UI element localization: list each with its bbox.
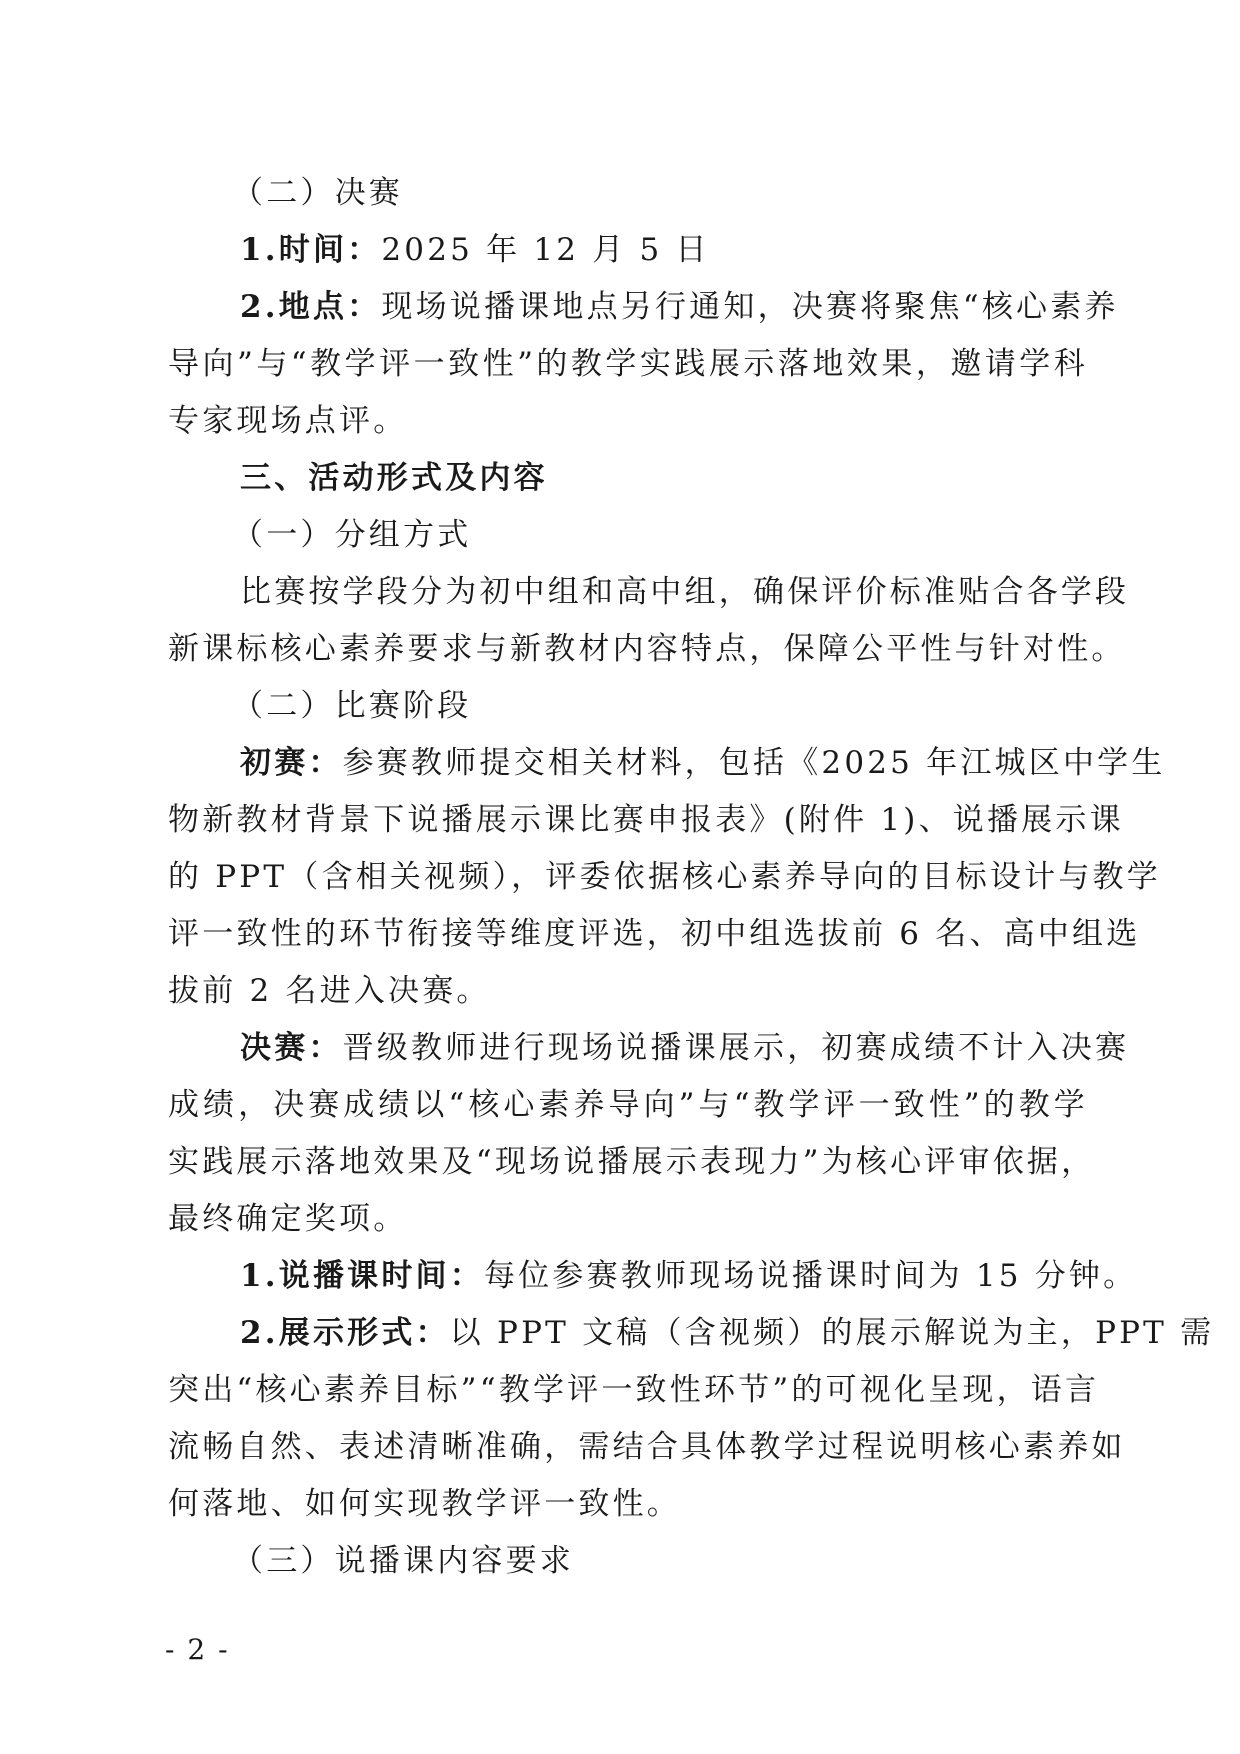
- prelim-text-1: 参赛教师提交相关材料，包括《2025 年江城区中学生: [342, 745, 1166, 781]
- finalround-text-3: 实践展示落地效果及“现场说播展示表现力”为核心评审依据，: [168, 1144, 1096, 1180]
- format-line-1: [240, 1313, 1215, 1353]
- final-place-label: 2.地点：: [240, 289, 382, 325]
- format-line-3: [168, 1427, 1126, 1467]
- prelim-line-3: [168, 857, 1161, 897]
- content-heading: [232, 1541, 1152, 1581]
- finalround-text-4: 最终确定奖项。: [168, 1201, 408, 1237]
- grouping-text-1: 比赛按学段分为初中组和高中组，确保评价标准贴合各学段: [240, 574, 1130, 610]
- grouping-line-1: [240, 572, 1130, 612]
- final-place-text-2: 导向”与“教学评一致性”的教学实践展示落地效果，邀请学科: [168, 346, 1088, 382]
- prelim-line-5: [168, 971, 1088, 1011]
- final-place-text-1: 现场说播课地点另行通知，决赛将聚焦“核心素养: [381, 289, 1119, 325]
- grouping-heading-text: （一）分组方式: [232, 517, 472, 553]
- finalround-text-1: 晋级教师进行现场说播课展示，初赛成绩不计入决赛: [342, 1030, 1130, 1066]
- duration-label: 1.说播课时间：: [240, 1258, 484, 1294]
- grouping-heading: [232, 515, 1152, 555]
- format-text-1: 以 PPT 文稿（含视频）的展示解说为主，PPT 需: [449, 1315, 1215, 1351]
- prelim-text-4: 评一致性的环节衔接等维度评选，初中组选拔前 6 名、高中组选: [168, 916, 1141, 952]
- final-heading: [232, 173, 1152, 213]
- stages-heading-text: （二）比赛阶段: [232, 688, 472, 724]
- prelim-text-5: 拔前 2 名进入决赛。: [168, 973, 491, 1009]
- final-place-line-1: [240, 287, 1119, 327]
- prelim-line-2: [168, 800, 1124, 840]
- finalround-line-2: [168, 1085, 1088, 1125]
- prelim-line-1: [240, 743, 1166, 783]
- section3-heading: [240, 458, 1160, 498]
- final-place-line-3: [168, 401, 1088, 441]
- format-line-2: [168, 1370, 1100, 1410]
- finalround-line-1: [240, 1028, 1130, 1068]
- prelim-label: 初赛：: [240, 745, 343, 781]
- final-time-value: 2025 年 12 月 5 日: [381, 232, 710, 268]
- format-text-4: 何落地、如何实现教学评一致性。: [168, 1486, 681, 1522]
- final-heading-text: （二）决赛: [232, 175, 403, 211]
- content-heading-text: （三）说播课内容要求: [232, 1543, 574, 1579]
- finalround-line-3: [168, 1142, 1096, 1182]
- final-time-line: [240, 230, 1160, 270]
- grouping-line-2: [168, 629, 1126, 669]
- duration-line: [240, 1256, 1160, 1296]
- format-text-3: 流畅自然、表述清晰准确，需结合具体教学过程说明核心素养如: [168, 1429, 1126, 1465]
- page-number: - 2 -: [165, 1633, 230, 1666]
- grouping-text-2: 新课标核心素养要求与新教材内容特点，保障公平性与针对性。: [168, 631, 1126, 667]
- format-line-4: [168, 1484, 1088, 1524]
- final-place-text-3: 专家现场点评。: [168, 403, 408, 439]
- prelim-text-3: 的 PPT（含相关视频），评委依据核心素养导向的目标设计与教学: [168, 859, 1161, 895]
- prelim-text-2: 物新教材背景下说播展示课比赛申报表》(附件 1)、说播展示课: [168, 802, 1124, 838]
- final-time-label: 1.时间：: [240, 232, 382, 268]
- stages-heading: [232, 686, 1152, 726]
- finalround-text-2: 成绩，决赛成绩以“核心素养导向”与“教学评一致性”的教学: [168, 1087, 1088, 1123]
- finalround-line-4: [168, 1199, 1088, 1239]
- final-place-line-2: [168, 344, 1088, 384]
- prelim-line-4: [168, 914, 1141, 954]
- finalround-label: 决赛：: [240, 1030, 343, 1066]
- duration-text: 每位参赛教师现场说播课时间为 15 分钟。: [483, 1258, 1138, 1294]
- section3-heading-text: 三、活动形式及内容: [240, 460, 548, 496]
- format-text-2: 突出“核心素养目标”“教学评一致性环节”的可视化呈现，语言: [168, 1372, 1100, 1408]
- format-label: 2.展示形式：: [240, 1315, 450, 1351]
